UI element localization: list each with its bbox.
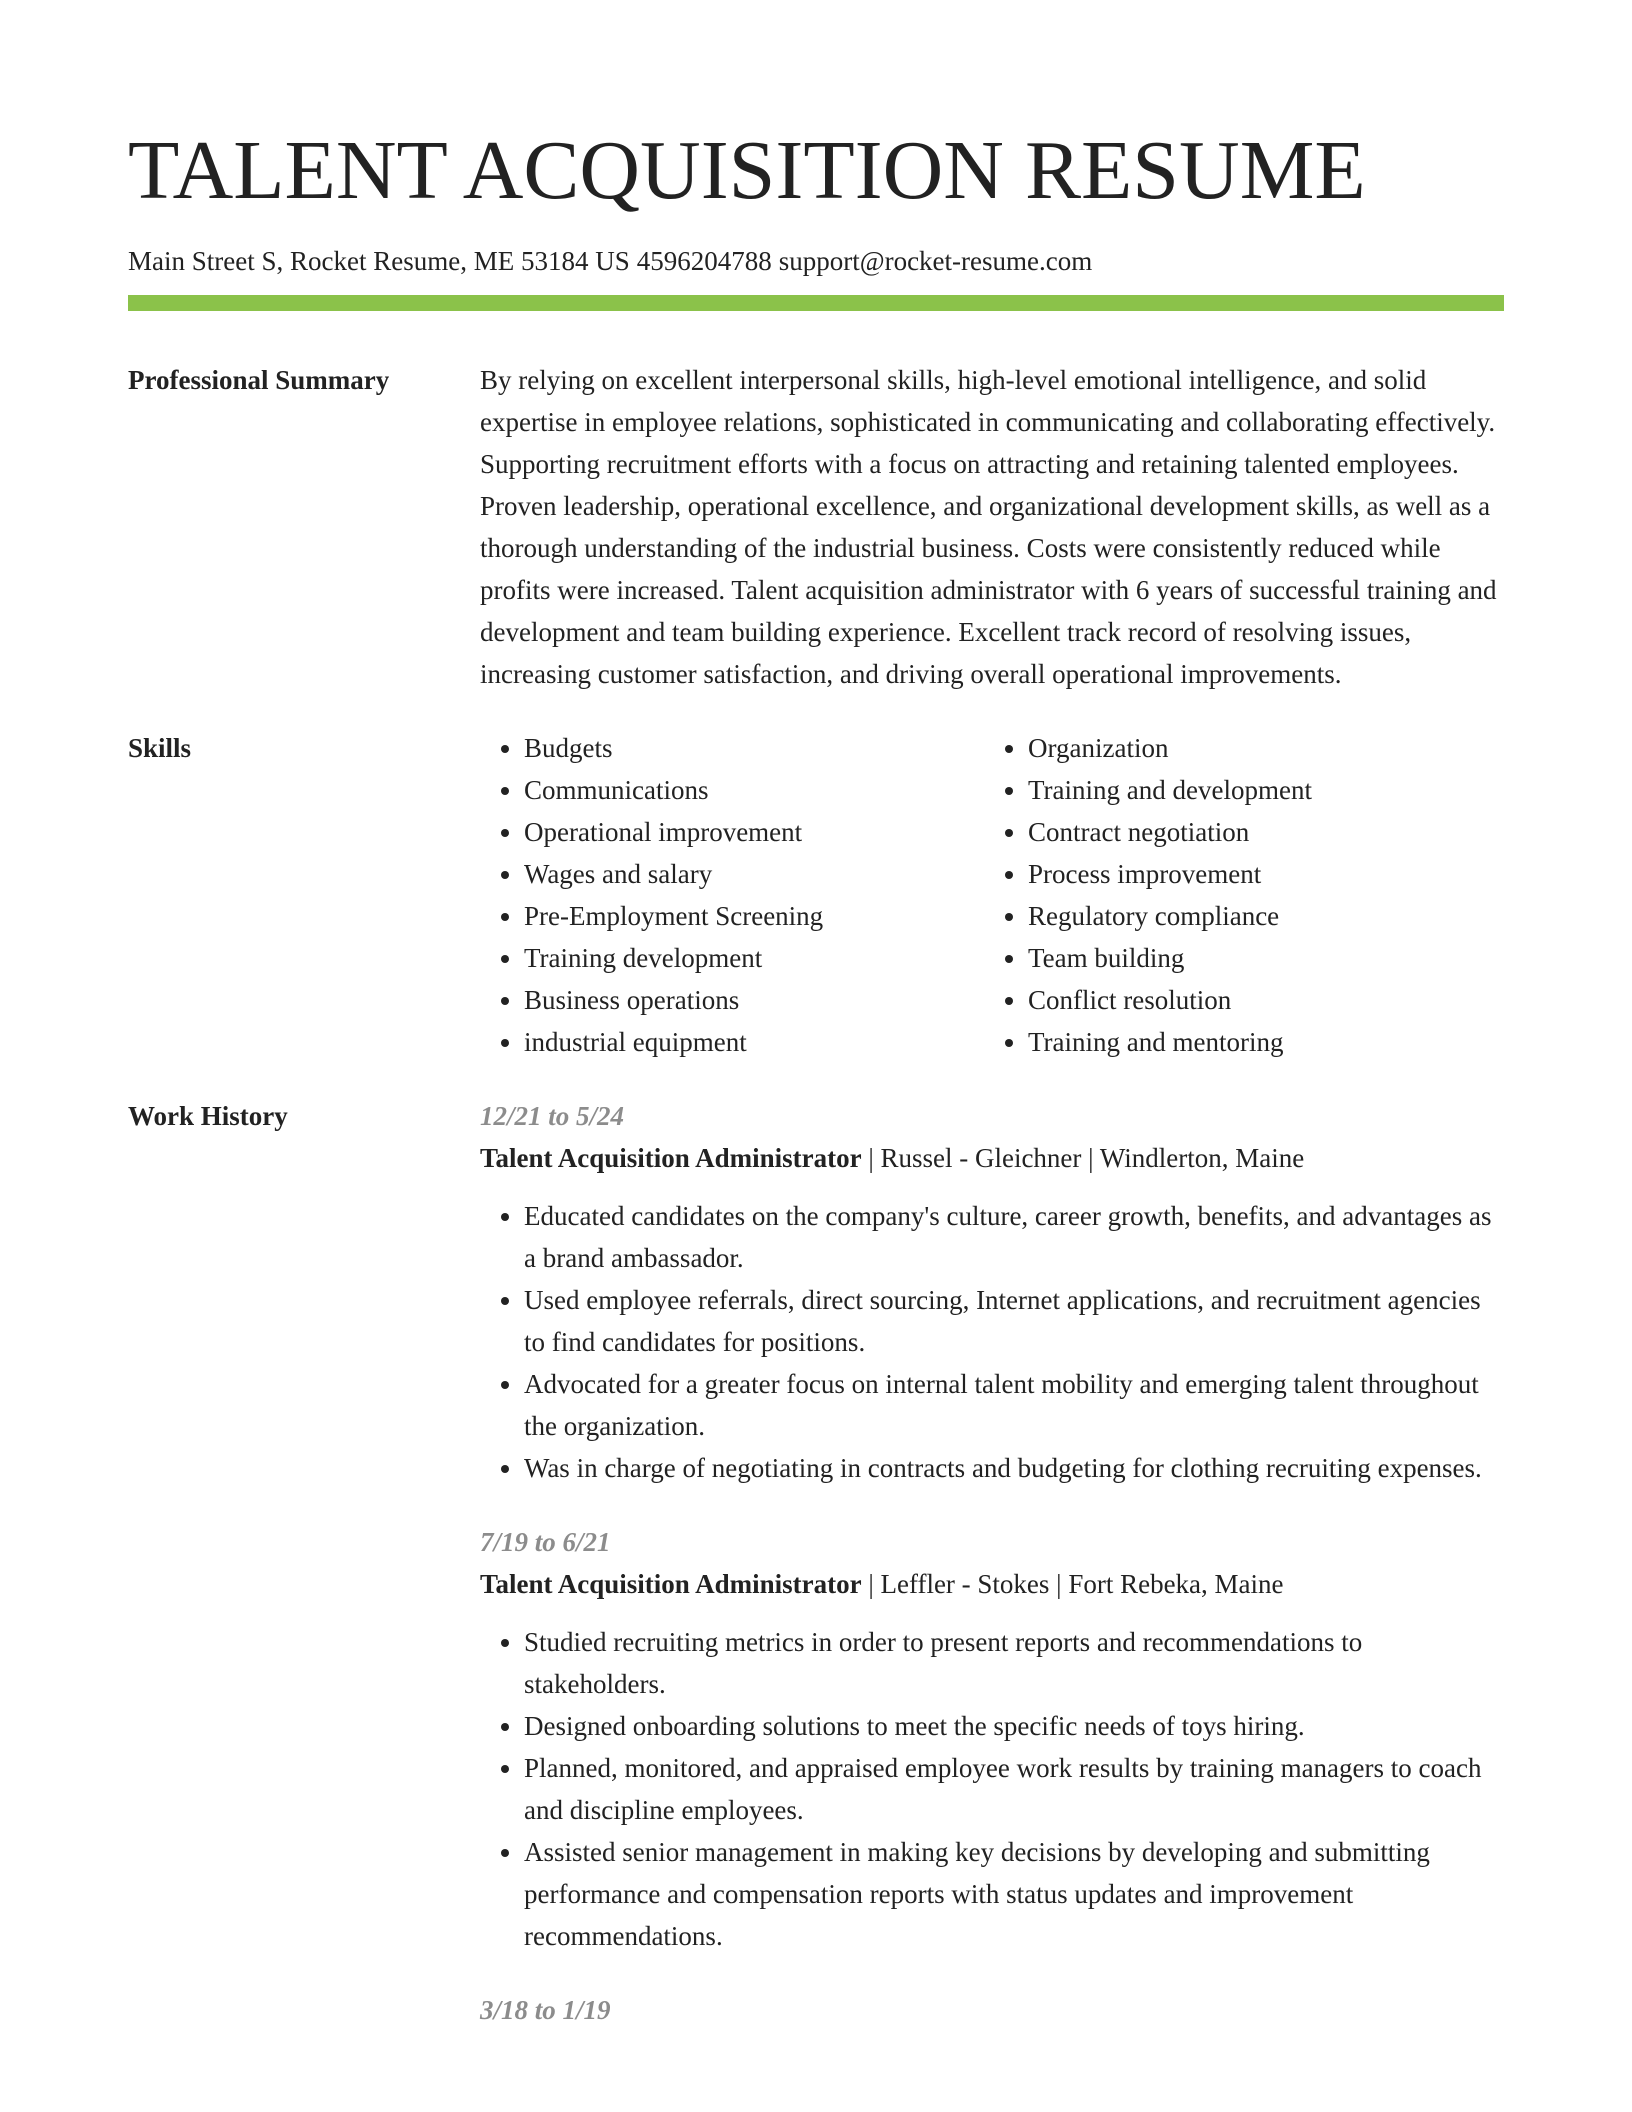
job-bullet: • Was in charge of negotiating in contracts and budgeting for clothing recruiting expenses. xyxy=(524,1447,1504,1489)
contact-line xyxy=(128,243,1504,279)
job-bullet: • Advocated for a greater focus on internal talent mobility and emerging talent throughout the organization. xyxy=(524,1363,1504,1447)
job-heading xyxy=(480,1563,1504,1605)
resume-title: TALENT ACQUISITION RESUME xyxy=(128,124,1366,217)
skill-item: • Training development xyxy=(524,937,984,979)
job-bullet: • Studied recruiting metrics in order to present reports and recommendations to stakeholders. xyxy=(524,1621,1504,1705)
job-bullet: • Educated candidates on the company's culture, career growth, benefits, and advantages as a brand ambassador. xyxy=(524,1195,1504,1279)
job-title: Talent Acquisition Administrator xyxy=(480,1143,862,1173)
job-entry xyxy=(480,1989,1504,2031)
work-history-list xyxy=(480,1095,1504,2063)
skills-list-right xyxy=(984,727,1488,1063)
job-company-location: | Russel - Gleichner | Windlerton, Maine xyxy=(861,1143,1305,1173)
job-title: Talent Acquisition Administrator xyxy=(480,1569,862,1599)
job-bullet: • Designed onboarding solutions to meet the specific needs of toys hiring. xyxy=(524,1705,1504,1747)
skill-item: • Conflict resolution xyxy=(1028,979,1488,1021)
skill-item: • Organization xyxy=(1028,727,1488,769)
resume-page xyxy=(128,0,1504,2063)
skills-label: Skills xyxy=(128,733,192,763)
job-bullet: • Used employee referrals, direct sourcing, Internet applications, and recruitment agencies to find candidates for positions. xyxy=(524,1279,1504,1363)
summary-section xyxy=(128,359,1504,695)
header-divider xyxy=(128,295,1504,311)
skill-item: • Budgets xyxy=(524,727,984,769)
skill-item: • Communications xyxy=(524,769,984,811)
skill-item: • Business operations xyxy=(524,979,984,1021)
skill-item: • Process improvement xyxy=(1028,853,1488,895)
job-dates: 3/18 to 1/19 xyxy=(480,1995,611,2025)
skill-item: • industrial equipment xyxy=(524,1021,984,1063)
job-company-location: | Leffler - Stokes | Fort Rebeka, Maine xyxy=(861,1569,1284,1599)
summary-label: Professional Summary xyxy=(128,365,390,395)
work-history-section xyxy=(128,1095,1504,2063)
skill-item: • Training and development xyxy=(1028,769,1488,811)
job-bullets xyxy=(480,1195,1504,1489)
contact-phone: 4596204788 xyxy=(636,246,772,276)
contact-email: support@rocket-resume.com xyxy=(778,246,1093,276)
skills-list-left xyxy=(480,727,984,1063)
summary-text: By relying on excellent interpersonal skills, high-level emotional intelligence, and solid expertise in employee relations, sophisticated in communicating and collaborating effectively. Supporting recruitment efforts with a focus on attracting and retaining talented employees. Proven leadership, operational excellence, and organizational development skills, as well as a thorough understanding of the industrial business. Costs were consistently reduced while profits were increased. Talent acquisition administrator with 6 years of successful training and development and team building experience. Excellent track record of resolving issues, increasing customer satisfaction, and driving overall operational improvements. xyxy=(480,365,1497,689)
job-bullets xyxy=(480,1621,1504,1957)
job-heading xyxy=(480,1137,1504,1179)
skill-item: • Wages and salary xyxy=(524,853,984,895)
skills-section xyxy=(128,727,1504,1063)
skill-item: • Regulatory compliance xyxy=(1028,895,1488,937)
work-history-label: Work History xyxy=(128,1101,288,1131)
contact-address: Main Street S, Rocket Resume, ME 53184 US xyxy=(128,246,630,276)
skill-item: • Training and mentoring xyxy=(1028,1021,1488,1063)
job-entry xyxy=(480,1095,1504,1489)
skill-item: • Contract negotiation xyxy=(1028,811,1488,853)
job-dates: 7/19 to 6/21 xyxy=(480,1527,611,1557)
skill-item: • Pre-Employment Screening xyxy=(524,895,984,937)
skill-item: • Operational improvement xyxy=(524,811,984,853)
job-entry xyxy=(480,1521,1504,1957)
job-bullet: • Planned, monitored, and appraised employee work results by training managers to coach and discipline employees. xyxy=(524,1747,1504,1831)
job-bullet: • Assisted senior management in making key decisions by developing and submitting performance and compensation reports with status updates and improvement recommendations. xyxy=(524,1831,1504,1957)
job-dates: 12/21 to 5/24 xyxy=(480,1101,625,1131)
skill-item: • Team building xyxy=(1028,937,1488,979)
